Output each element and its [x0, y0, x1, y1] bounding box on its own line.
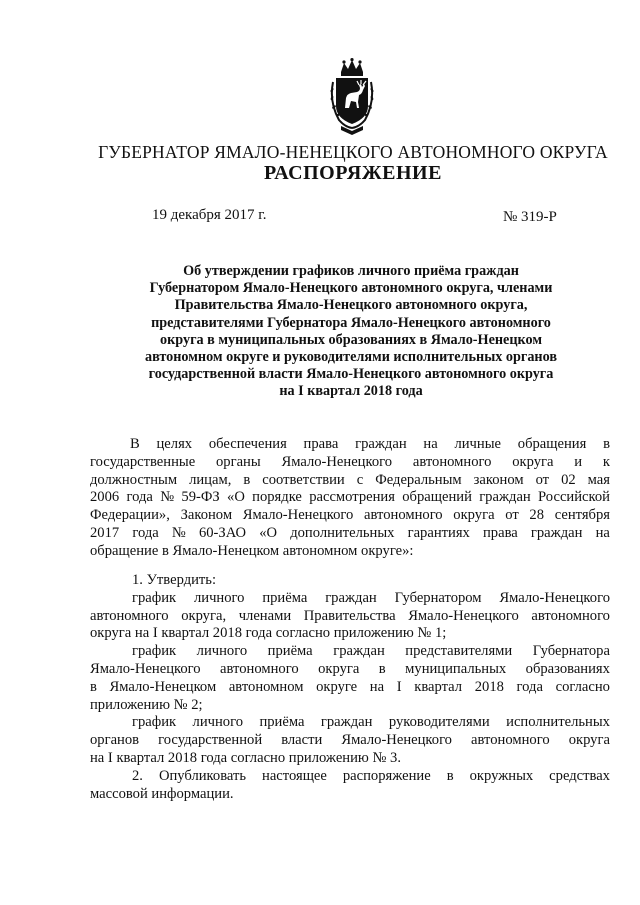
- preamble-paragraph: [90, 436, 610, 561]
- preamble-line: должностным лицам, в соответствии с Федеральным законом от 02 мая: [90, 471, 610, 488]
- item-1a-line: автономного округа, членами Правительства Ямало-Ненецкого автономного: [90, 607, 610, 624]
- resolution-items: [90, 572, 610, 803]
- title-line: округа в муниципальных образованиях в Ямало-Ненецком: [160, 331, 542, 348]
- title-line: Правительства Ямало-Ненецкого автономного округа,: [174, 297, 528, 314]
- item-1-heading: 1. Утвердить:: [132, 572, 217, 588]
- title-line: Губернатором Ямало-Ненецкого автономного округа, членами: [149, 280, 553, 297]
- title-line: на I квартал 2018 года: [279, 383, 423, 400]
- title-line: автономном округе и руководителями исполнительных органов: [144, 349, 558, 366]
- item-1a-line: округа на I квартал 2018 года согласно приложению № 1;: [90, 625, 447, 642]
- item-1c-line: на I квартал 2018 года согласно приложению № 3.: [90, 749, 401, 766]
- item-1c-line: график личного приёма граждан руководителями исполнительных: [132, 714, 610, 731]
- item-1b-line: график личного приёма граждан представителями Губернатора: [132, 643, 610, 660]
- preamble-line: 2017 года № 60-ЗАО «О дополнительных гарантиях права граждан на: [90, 524, 610, 541]
- preamble-line: Федерации», Законом Ямало-Ненецкого автономного округа от 28 сентября: [90, 507, 610, 524]
- title-line: представителями Губернатора Ямало-Ненецкого автономного: [151, 314, 551, 331]
- item-1b-line: Ямало-Ненецкого автономного округа в муниципальных образованиях: [90, 660, 610, 677]
- coat-of-arms-icon: [327, 58, 377, 136]
- item-1a-line: график личного приёма граждан Губернатором Ямало-Ненецкого: [132, 589, 610, 606]
- item-1c-line: органов государственной власти Ямало-Ненецкого автономного округа: [90, 732, 610, 749]
- issuing-authority: ГУБЕРНАТОР ЯМАЛО-НЕНЕЦКОГО АВТОНОМНОГО ОКРУГА: [98, 142, 608, 162]
- item-1b-line: приложению № 2;: [90, 696, 203, 713]
- document-title: [80, 263, 622, 401]
- item-1b-line: в Ямало-Ненецком автономном округе на I квартал 2018 года согласно: [90, 678, 610, 695]
- preamble-line: обращение в Ямало-Ненецком автономном округе»:: [90, 542, 414, 559]
- document-number: № 319-Р: [503, 209, 557, 225]
- item-2-line: 2. Опубликовать настоящее распоряжение в окружных средствах: [132, 767, 610, 784]
- preamble-line: 2006 года № 59-ФЗ «О порядке рассмотрения обращений граждан Российской: [90, 489, 610, 506]
- title-line: Об утверждении графиков личного приёма граждан: [183, 263, 519, 279]
- title-line: государственной власти Ямало-Ненецкого автономного округа: [148, 366, 554, 383]
- document-type: РАСПОРЯЖЕНИЕ: [264, 162, 442, 184]
- preamble-line: В целях обеспечения права граждан на личные обращения в: [130, 436, 610, 452]
- item-2-line: массовой информации.: [90, 785, 234, 802]
- preamble-line: государственные органы Ямало-Ненецкого автономного округа и к: [90, 453, 610, 470]
- document-date: 19 декабря 2017 г.: [152, 207, 267, 223]
